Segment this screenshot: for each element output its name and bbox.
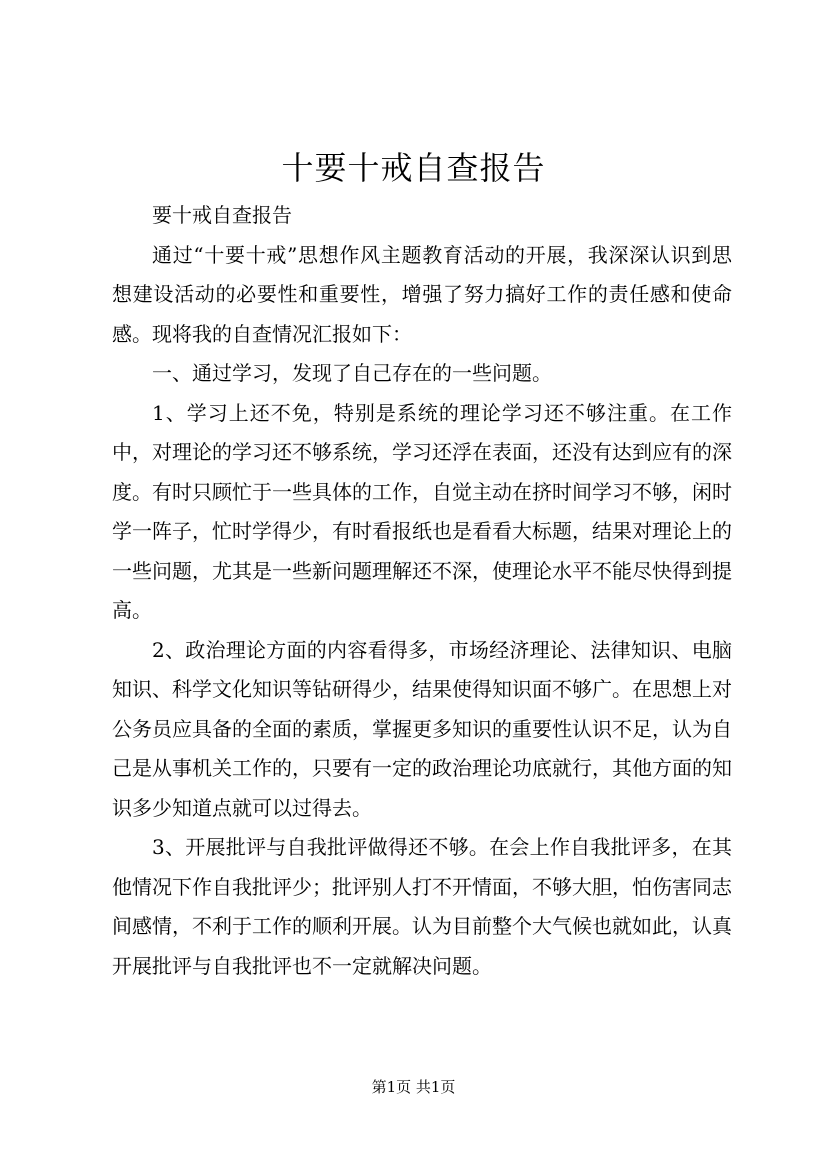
paragraph-item-3: 3、开展批评与自我批评做得还不够。在会上作自我批评多，在其他情况下作自我批评少；批评别人打不开情面，不够大胆，怕伤害同志间感情，不利于工作的顺利开展。认为目前整个大气候也就如此，认真开展批评与自我批评也不一定就解决问题。 bbox=[112, 835, 732, 978]
page-footer: 第1页 共1页 bbox=[371, 1078, 456, 1096]
paragraph-section-heading: 一、通过学习，发现了自己存在的一些问题。 bbox=[152, 361, 552, 385]
document-body bbox=[112, 196, 732, 986]
paragraph-intro: 通过“十要十戒”思想作风主题教育活动的开展，我深深认识到思想建设活动的必要性和重要性，增强了努力搞好工作的责任感和使命感。现将我的自查情况汇报如下： bbox=[112, 242, 732, 346]
document-title: 十要十戒自查报告 bbox=[281, 149, 546, 187]
paragraph-subtitle: 要十戒自查报告 bbox=[152, 203, 292, 227]
paragraph-item-2: 2、政治理论方面的内容看得多，市场经济理论、法律知识、电脑知识、科学文化知识等钻研得少，结果使得知识面不够广。在思想上对公务员应具备的全面的素质，掌握更多知识的重要性认识不足，认为自己是从事机关工作的，只要有一定的政治理论功底就行，其他方面的知识多少知道点就可以过得去。 bbox=[112, 637, 732, 820]
paragraph-item-1: 1、学习上还不免，特别是系统的理论学习还不够注重。在工作中，对理论的学习还不够系统，学习还浮在表面，还没有达到应有的深度。有时只顾忙于一些具体的工作，自觉主动在挤时间学习不够，闲时学一阵子，忙时学得少，有时看报纸也是看看大标题，结果对理论上的一些问题，尤其是一些新问题理解还不深，使理论水平不能尽快得到提高。 bbox=[112, 400, 732, 622]
